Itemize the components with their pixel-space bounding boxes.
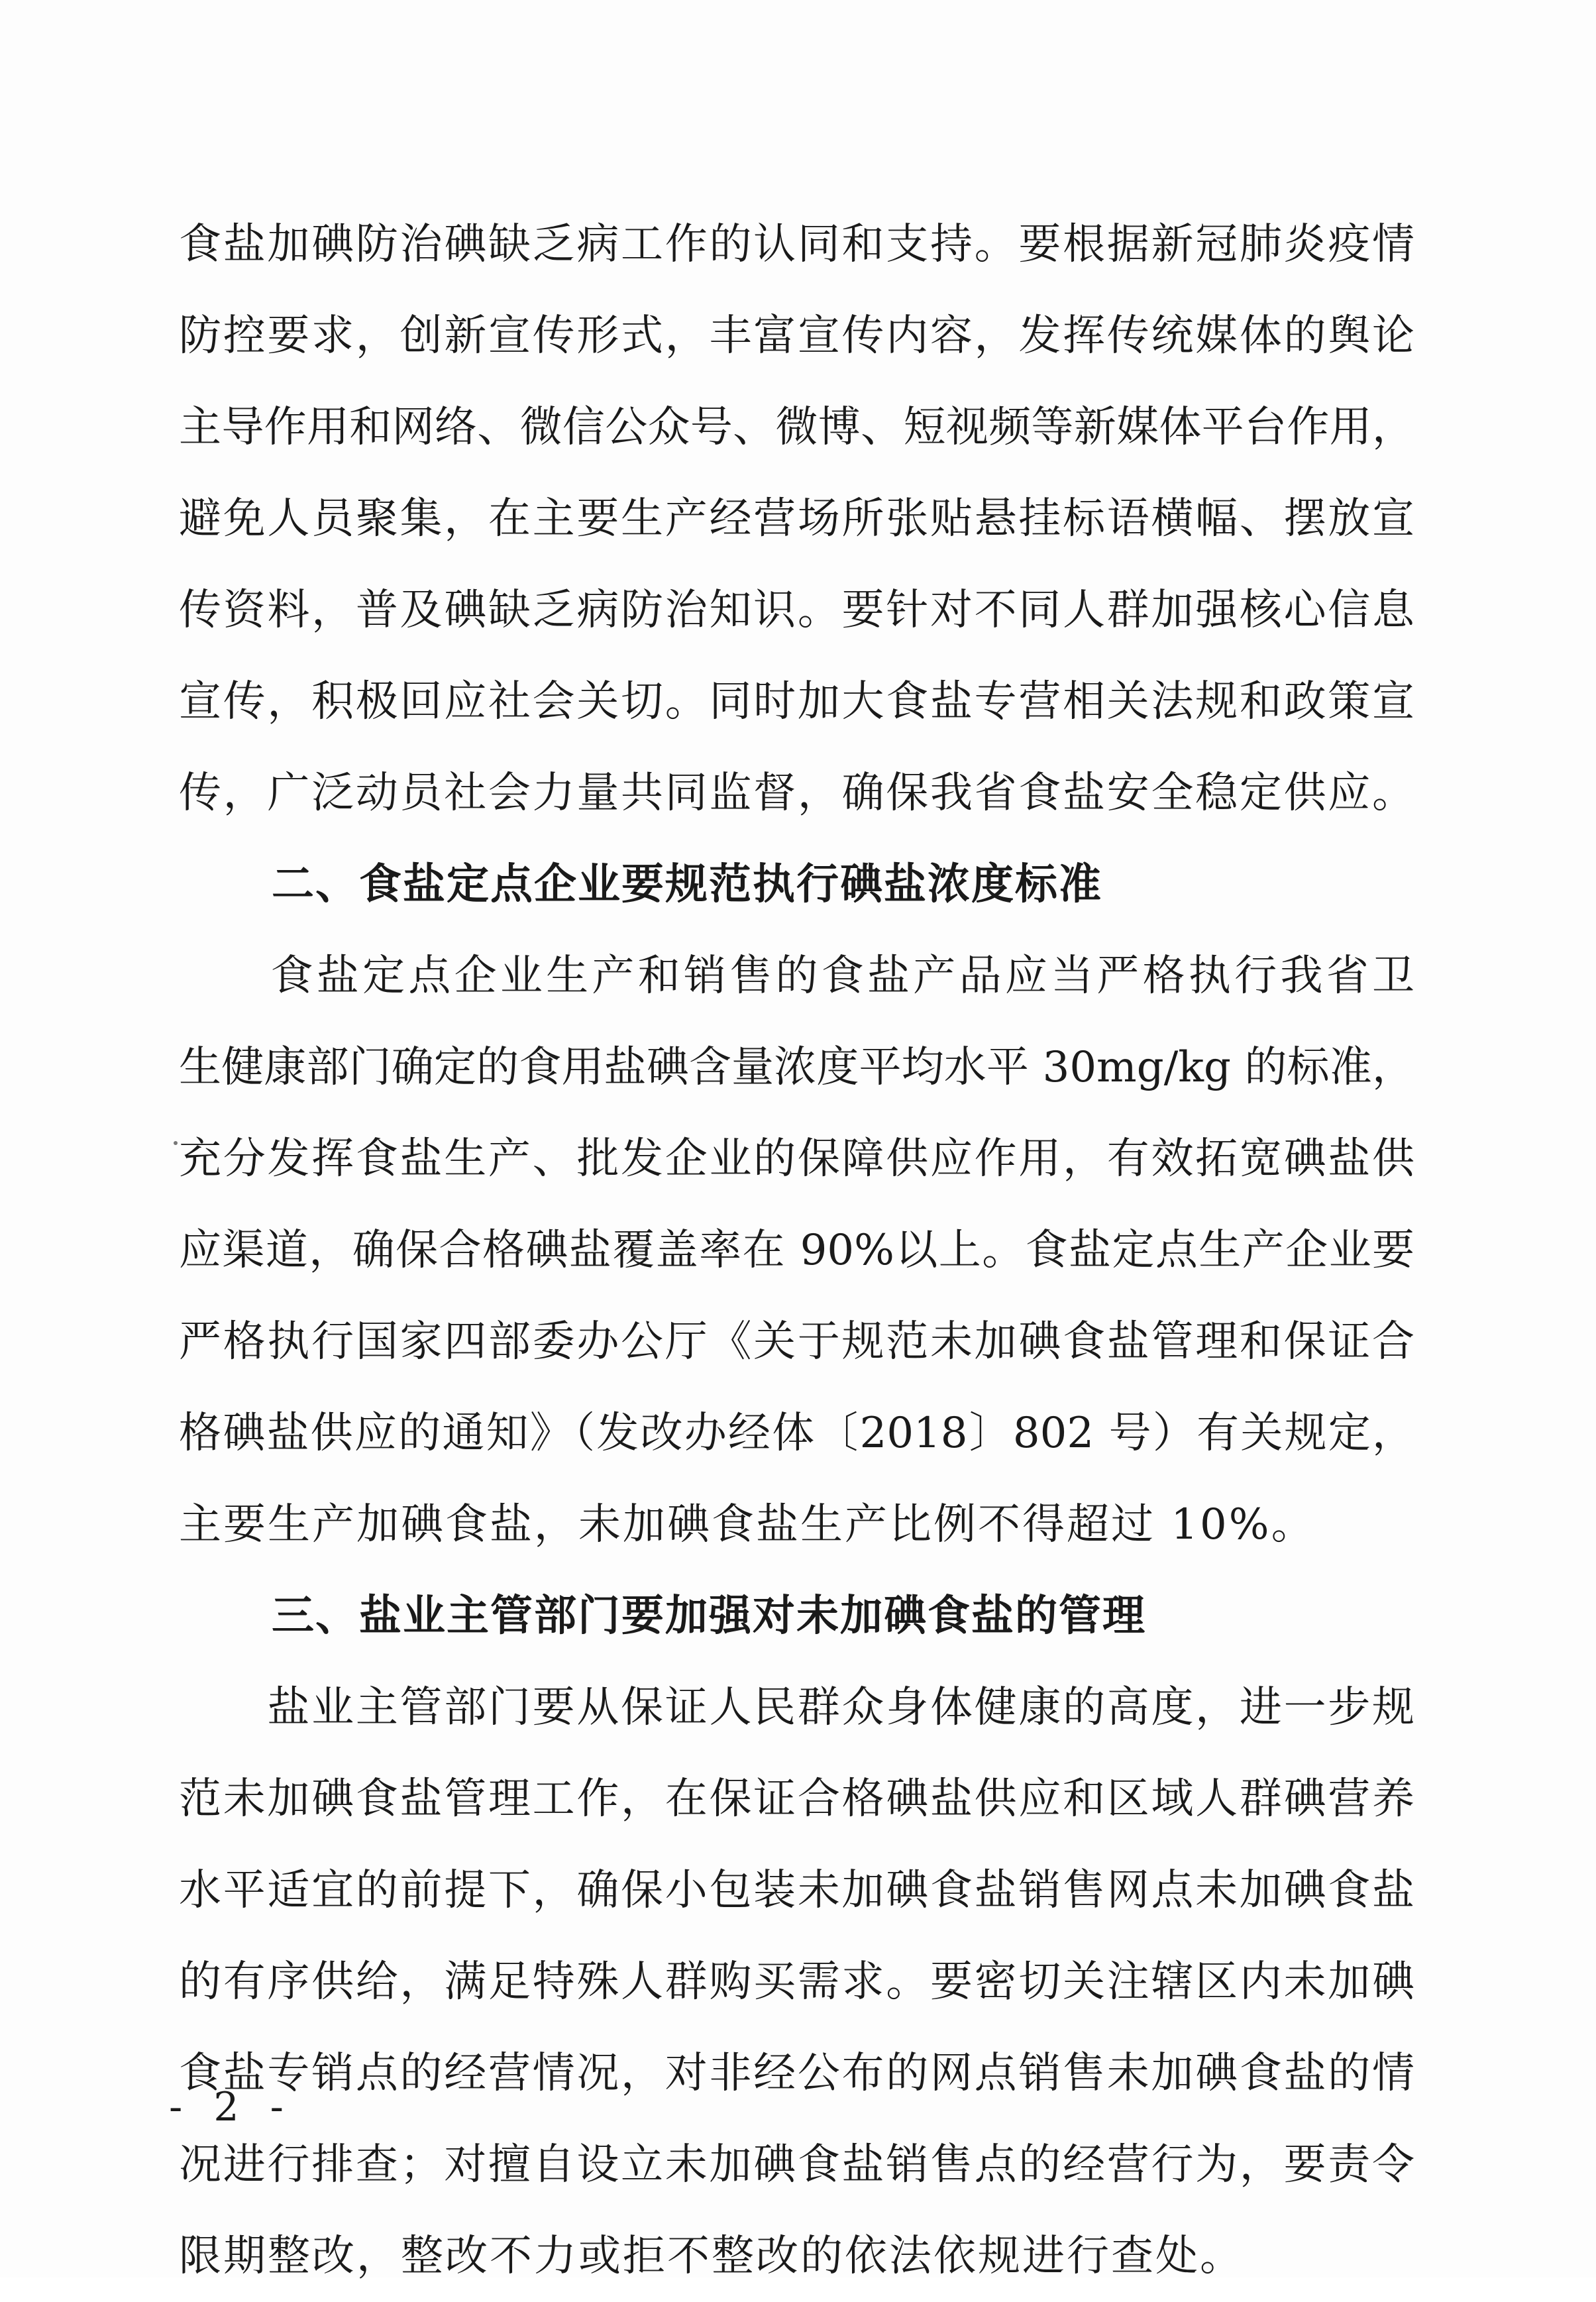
paragraph-line: 充分发挥食盐生产、批发企业的保障供应作用，有效拓宽碘盐供	[179, 1134, 1414, 1183]
paragraph-line: 避免人员聚集，在主要生产经营场所张贴悬挂标语横幅、摆放宣	[179, 494, 1414, 543]
paragraph-line: 防控要求，创新宣传形式，丰富宣传内容，发挥传统媒体的舆论	[179, 311, 1414, 360]
paragraph-line: 的有序供给，满足特殊人群购买需求。要密切关注辖区内未加碘	[179, 1957, 1414, 2006]
section-heading: 二、食盐定点企业要规范执行碘盐浓度标准	[272, 860, 1102, 909]
section-3	[179, 1570, 1414, 2302]
paragraph-line: 况进行排查；对擅自设立未加碘食盐销售点的经营行为，要责令	[179, 2140, 1414, 2189]
paragraph-line: 格碘盐供应的通知》（发改办经体〔2018〕802 号）有关规定，	[179, 1409, 1414, 1458]
paragraph-line: 宣传，积极回应社会关切。同时加大食盐专营相关法规和政策宣	[179, 677, 1414, 726]
page-number: - 2 -	[169, 2084, 293, 2130]
paragraph-line: 限期整改，整改不力或拒不整改的依法依规进行查处。	[179, 2232, 1244, 2281]
section-1	[179, 199, 1414, 839]
document-body	[179, 199, 1414, 2302]
paragraph-line: 生健康部门确定的食用盐碘含量浓度平均水平 30mg/kg 的标准，	[179, 1043, 1414, 1092]
paragraph-line: 水平适宜的前提下，确保小包装未加碘食盐销售网点未加碘食盐	[179, 1866, 1414, 1915]
paragraph-line: 盐业主管部门要从保证人民群众身体健康的高度，进一步规	[179, 1683, 1414, 1732]
paragraph-line: 应渠道，确保合格碘盐覆盖率在 90%以上。食盐定点生产企业要	[179, 1226, 1414, 1275]
paragraph-line: 传资料，普及碘缺乏病防治知识。要针对不同人群加强核心信息	[179, 586, 1414, 635]
paragraph-line: 主导作用和网络、微信公众号、微博、短视频等新媒体平台作用，	[179, 403, 1414, 452]
paragraph-line: 食盐专销点的经营情况，对非经公布的网点销售未加碘食盐的情	[179, 2049, 1414, 2098]
section-heading: 三、盐业主管部门要加强对未加碘食盐的管理	[272, 1592, 1146, 1641]
paragraph-line: 传，广泛动员社会力量共同监督，确保我省食盐安全稳定供应。	[179, 769, 1414, 818]
paragraph-line: 主要生产加碘食盐，未加碘食盐生产比例不得超过 10%。	[179, 1500, 1316, 1549]
paragraph-line: 范未加碘食盐管理工作，在保证合格碘盐供应和区域人群碘营养	[179, 1775, 1414, 1824]
scan-speck	[174, 1141, 178, 1145]
paragraph-line: 食盐定点企业生产和销售的食盐产品应当严格执行我省卫	[179, 952, 1414, 1001]
section-2	[179, 839, 1414, 1570]
paragraph-line: 食盐加碘防治碘缺乏病工作的认同和支持。要根据新冠肺炎疫情	[179, 220, 1414, 269]
paragraph-line: 严格执行国家四部委办公厅《关于规范未加碘食盐管理和保证合	[179, 1317, 1414, 1366]
